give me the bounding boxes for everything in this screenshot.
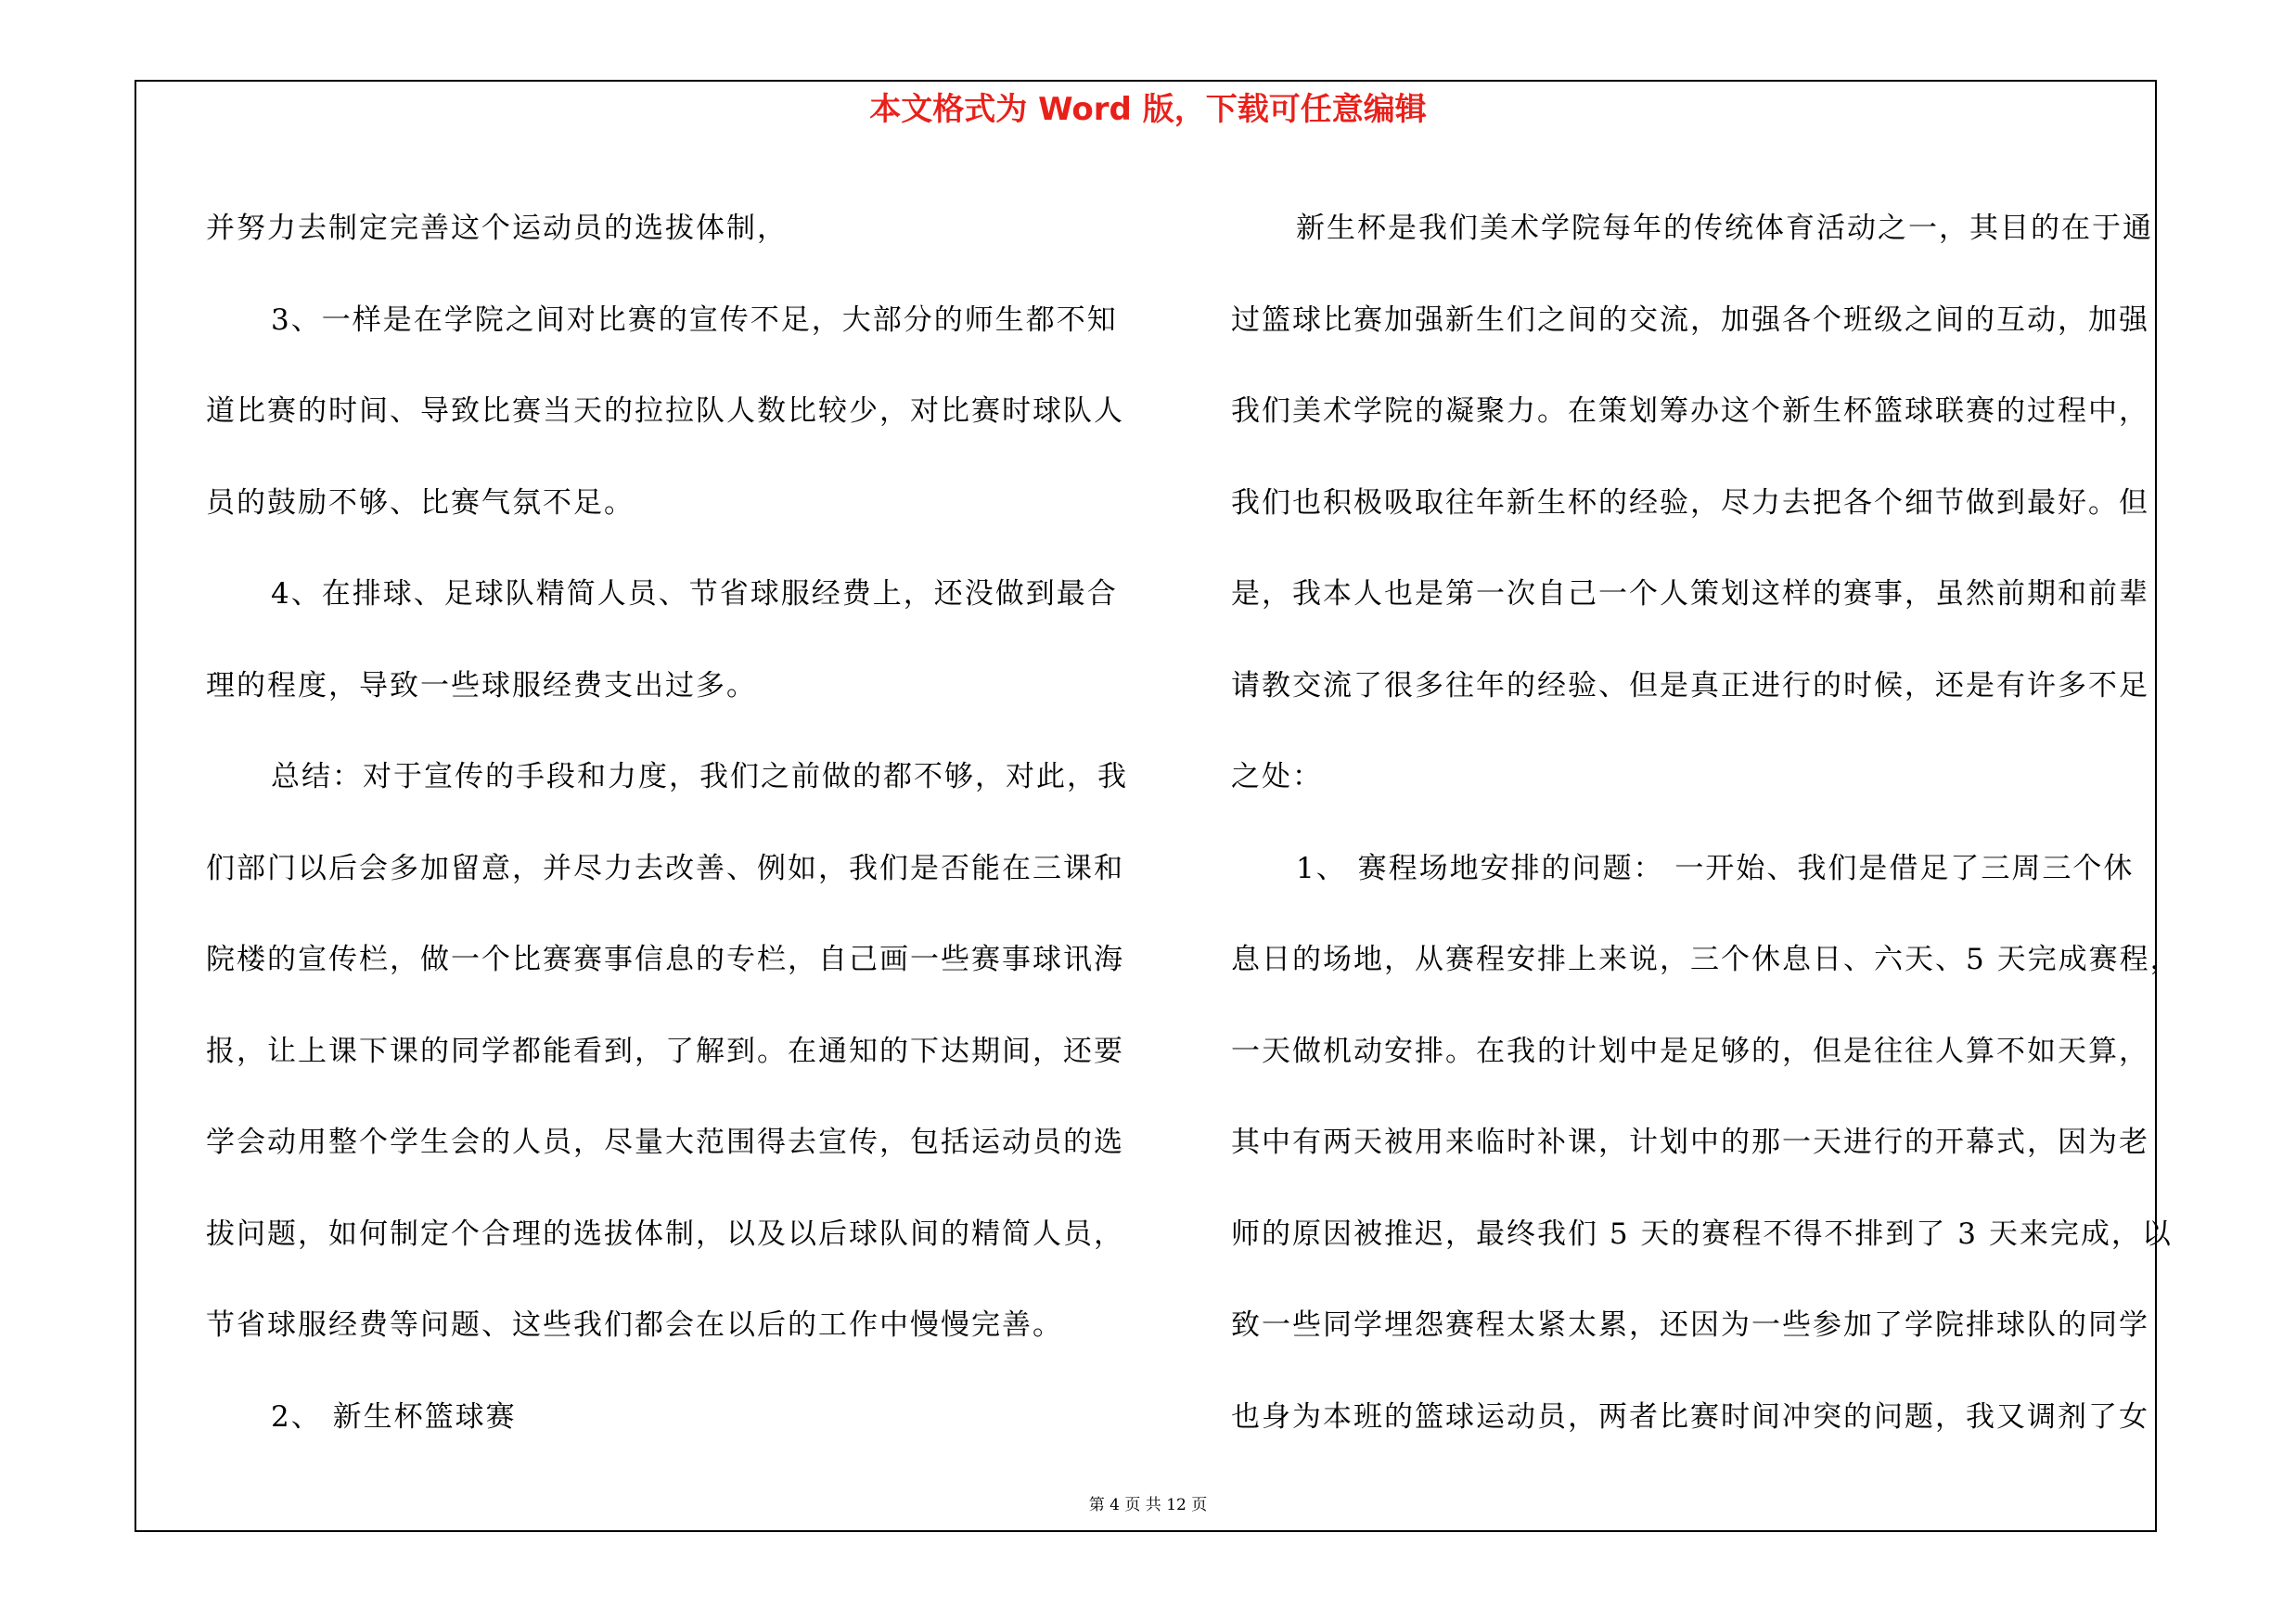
text-line: 员的鼓励不够、比赛气氛不足。 <box>206 485 635 520</box>
text-line: 1、 赛程场地安排的问题： 一开始、我们是借足了三周三个休 <box>1296 851 2135 885</box>
text-line: 师的原因被推迟，最终我们 5 天的赛程不得不排到了 3 天来完成，以 <box>1231 1217 2173 1251</box>
text-line: 息日的场地，从赛程安排上来说，三个休息日、六天、5 天完成赛程， <box>1231 943 2181 976</box>
text-line: 3、一样是在学院之间对比赛的宣传不足，大部分的师生都不知 <box>271 303 1118 337</box>
text-line: 节省球服经费等问题、这些我们都会在以后的工作中慢慢完善。 <box>206 1308 1063 1342</box>
text-line: 学会动用整个学生会的人员，尽量大范围得去宣传，包括运动员的选 <box>206 1126 1124 1159</box>
text-line: 过篮球比赛加强新生们之间的交流，加强各个班级之间的互动，加强 <box>1231 303 2149 337</box>
text-line: 理的程度，导致一些球服经费支出过多。 <box>206 668 757 702</box>
text-line: 之处： <box>1231 760 1323 793</box>
text-line: 我们也积极吸取往年新生杯的经验，尽力去把各个细节做到最好。但 <box>1231 485 2149 520</box>
text-line: 道比赛的时间、导致比赛当天的拉拉队人数比较少，对比赛时球队人 <box>206 394 1124 428</box>
text-line: 我们美术学院的凝聚力。在策划筹办这个新生杯篮球联赛的过程中， <box>1231 394 2149 428</box>
text-line: 们部门以后会多加留意，并尽力去改善、例如，我们是否能在三课和 <box>206 851 1124 885</box>
left-text-column <box>206 183 1152 1462</box>
text-line: 报，让上课下课的同学都能看到，了解到。在通知的下达期间，还要 <box>206 1034 1124 1068</box>
text-line: 致一些同学埋怨赛程太紧太累，还因为一些参加了学院排球队的同学 <box>1231 1308 2149 1342</box>
text-line: 其中有两天被用来临时补课，计划中的那一天进行的开幕式，因为老 <box>1231 1126 2149 1159</box>
page-number-footer: 第 4 页 共 12 页 <box>1088 1496 1208 1514</box>
text-line: 也身为本班的篮球运动员，两者比赛时间冲突的问题，我又调剂了女 <box>1231 1399 2149 1434</box>
text-line: 并努力去制定完善这个运动员的选拔体制， <box>206 212 788 245</box>
text-line: 新生杯是我们美术学院每年的传统体育活动之一，其目的在于通 <box>1296 212 2153 245</box>
text-line: 请教交流了很多往年的经验、但是真正进行的时候，还是有许多不足 <box>1231 668 2149 702</box>
text-line: 总结：对于宣传的手段和力度，我们之前做的都不够，对此，我 <box>271 760 1128 793</box>
text-line: 拔问题，如何制定个合理的选拔体制，以及以后球队间的精简人员， <box>206 1217 1124 1251</box>
text-line: 院楼的宣传栏，做一个比赛赛事信息的专栏，自己画一些赛事球讯海 <box>206 943 1124 976</box>
right-text-column <box>1231 183 2181 1462</box>
section-heading: 2、 新生杯篮球赛 <box>271 1399 517 1434</box>
text-line: 一天做机动安排。在我的计划中是足够的，但是往往人算不如天算， <box>1231 1034 2149 1068</box>
text-line: 是，我本人也是第一次自己一个人策划这样的赛事，虽然前期和前辈 <box>1231 577 2149 611</box>
word-format-banner: 本文格式为 Word 版，下载可任意编辑 <box>869 91 1427 128</box>
text-line: 4、在排球、足球队精简人员、节省球服经费上，还没做到最合 <box>271 577 1118 611</box>
